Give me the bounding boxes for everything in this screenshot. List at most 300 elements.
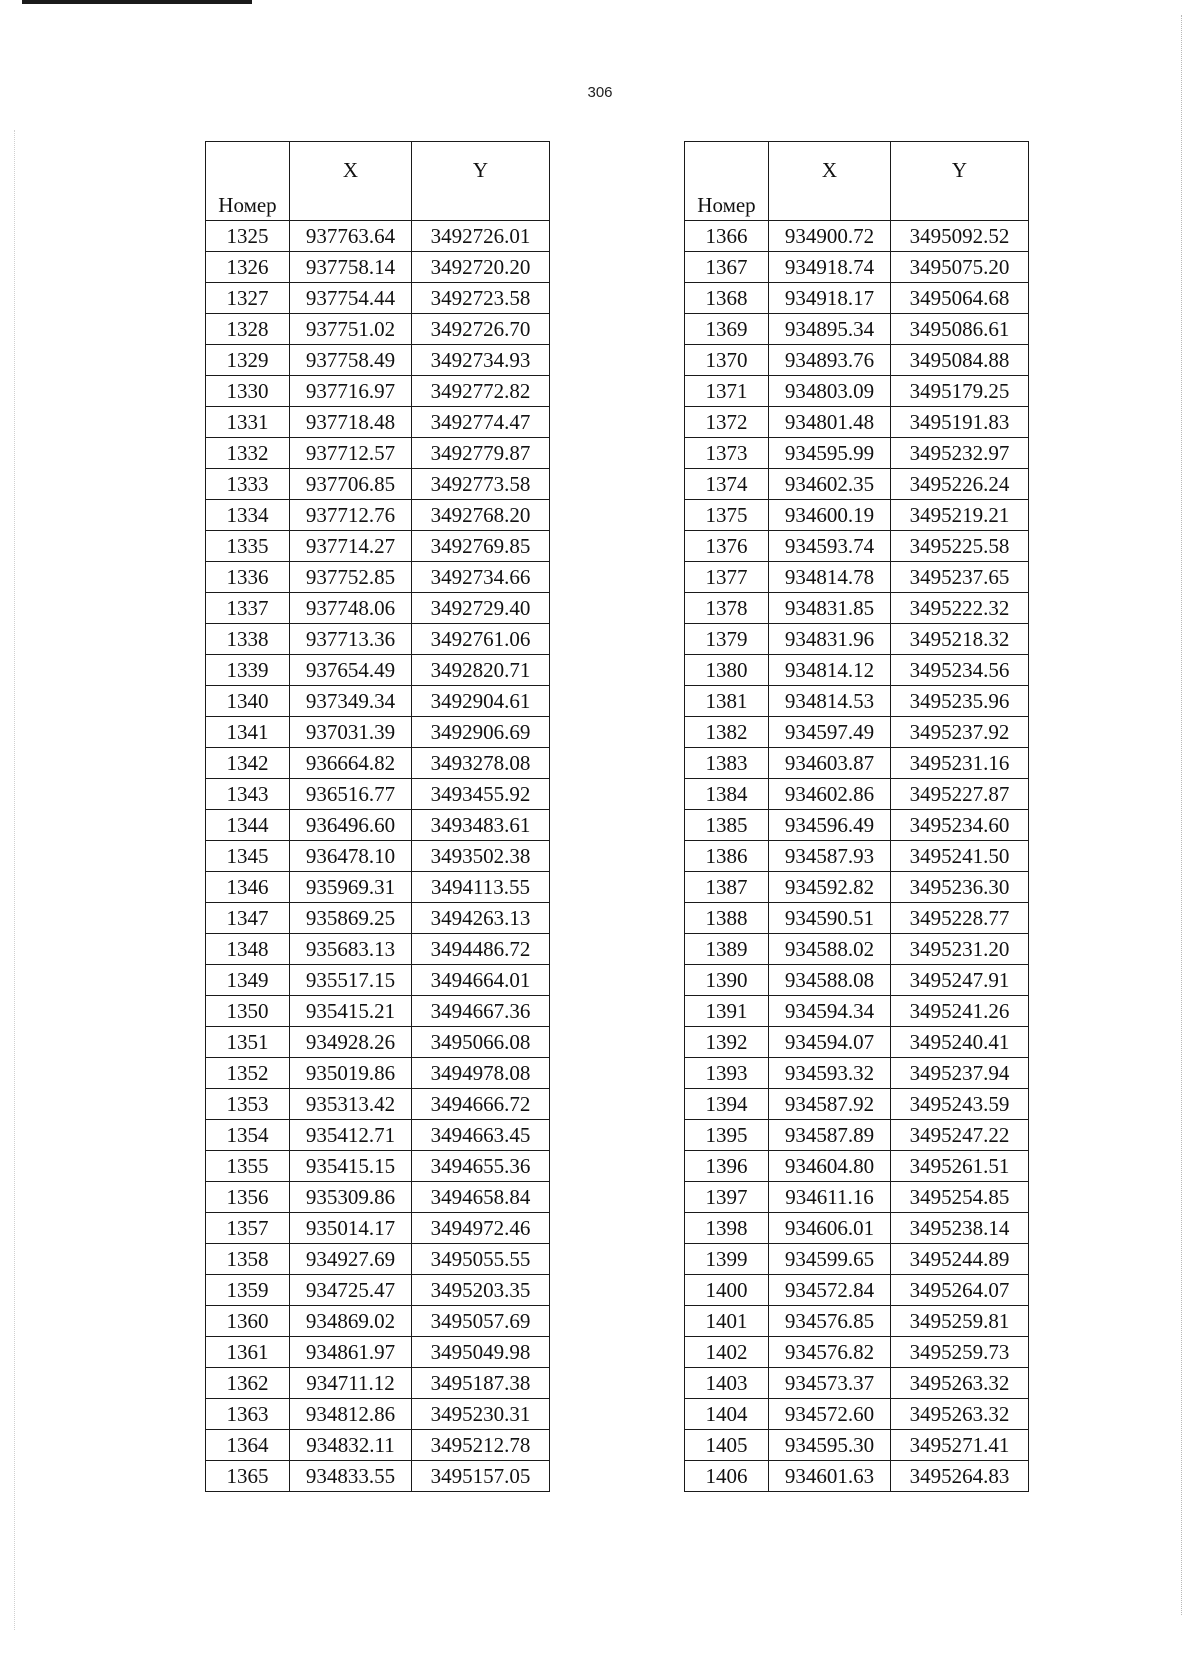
cell-y: 3495057.69 [412, 1306, 550, 1337]
table-row [206, 1430, 550, 1461]
table-row [206, 531, 550, 562]
cell-number: 1389 [685, 934, 769, 965]
cell-number: 1378 [685, 593, 769, 624]
cell-y: 3495231.20 [891, 934, 1029, 965]
cell-number: 1387 [685, 872, 769, 903]
table-row [206, 903, 550, 934]
cell-y: 3494655.36 [412, 1151, 550, 1182]
cell-number: 1368 [685, 283, 769, 314]
cell-y: 3494666.72 [412, 1089, 550, 1120]
table-row [206, 810, 550, 841]
table-header-row [206, 142, 550, 221]
cell-x: 934711.12 [290, 1368, 412, 1399]
cell-number: 1334 [206, 500, 290, 531]
cell-number: 1374 [685, 469, 769, 500]
cell-number: 1335 [206, 531, 290, 562]
table-row [685, 221, 1029, 252]
cell-number: 1390 [685, 965, 769, 996]
cell-x: 937748.06 [290, 593, 412, 624]
cell-y: 3495092.52 [891, 221, 1029, 252]
cell-x: 935412.71 [290, 1120, 412, 1151]
cell-number: 1394 [685, 1089, 769, 1120]
cell-x: 937714.27 [290, 531, 412, 562]
cell-x: 934600.19 [769, 500, 891, 531]
table-row [685, 314, 1029, 345]
table-row [206, 872, 550, 903]
cell-y: 3495234.60 [891, 810, 1029, 841]
cell-number: 1400 [685, 1275, 769, 1306]
cell-x: 934572.60 [769, 1399, 891, 1430]
table-row [685, 1306, 1029, 1337]
table-row [206, 252, 550, 283]
cell-x: 934597.49 [769, 717, 891, 748]
table-row [206, 314, 550, 345]
cell-x: 934587.93 [769, 841, 891, 872]
cell-y: 3495203.35 [412, 1275, 550, 1306]
cell-number: 1336 [206, 562, 290, 593]
table-row [685, 562, 1029, 593]
table-row [206, 1337, 550, 1368]
cell-number: 1401 [685, 1306, 769, 1337]
cell-x: 937712.57 [290, 438, 412, 469]
cell-x: 934595.30 [769, 1430, 891, 1461]
table-header-row [685, 142, 1029, 221]
table-row [685, 438, 1029, 469]
table-row [685, 252, 1029, 283]
cell-number: 1405 [685, 1430, 769, 1461]
cell-y: 3493502.38 [412, 841, 550, 872]
cell-number: 1338 [206, 624, 290, 655]
cell-y: 3495244.89 [891, 1244, 1029, 1275]
cell-y: 3494978.08 [412, 1058, 550, 1089]
top-rule [22, 0, 252, 4]
cell-y: 3495218.32 [891, 624, 1029, 655]
cell-x: 934900.72 [769, 221, 891, 252]
cell-x: 934611.16 [769, 1182, 891, 1213]
table-row [685, 903, 1029, 934]
cell-y: 3492734.66 [412, 562, 550, 593]
table-row [685, 996, 1029, 1027]
cell-y: 3495226.24 [891, 469, 1029, 500]
table-row [206, 1027, 550, 1058]
table-row [206, 717, 550, 748]
table-row [206, 841, 550, 872]
coordinates-table-left [205, 141, 550, 1492]
table-row [685, 655, 1029, 686]
cell-number: 1332 [206, 438, 290, 469]
table-row [206, 593, 550, 624]
cell-number: 1328 [206, 314, 290, 345]
table-row [206, 624, 550, 655]
cell-number: 1351 [206, 1027, 290, 1058]
cell-number: 1393 [685, 1058, 769, 1089]
cell-x: 936664.82 [290, 748, 412, 779]
cell-number: 1341 [206, 717, 290, 748]
cell-y: 3492768.20 [412, 500, 550, 531]
cell-number: 1337 [206, 593, 290, 624]
cell-number: 1346 [206, 872, 290, 903]
table-row [685, 748, 1029, 779]
table-row [685, 1182, 1029, 1213]
cell-y: 3495243.59 [891, 1089, 1029, 1120]
cell-x: 934594.34 [769, 996, 891, 1027]
cell-number: 1398 [685, 1213, 769, 1244]
cell-number: 1370 [685, 345, 769, 376]
table-row [685, 283, 1029, 314]
table-row [685, 1089, 1029, 1120]
cell-y: 3495247.91 [891, 965, 1029, 996]
cell-number: 1399 [685, 1244, 769, 1275]
cell-x: 934831.96 [769, 624, 891, 655]
cell-number: 1388 [685, 903, 769, 934]
table-row [685, 1461, 1029, 1492]
cell-x: 934604.80 [769, 1151, 891, 1182]
cell-y: 3492904.61 [412, 686, 550, 717]
table-row [206, 655, 550, 686]
cell-y: 3492906.69 [412, 717, 550, 748]
cell-number: 1403 [685, 1368, 769, 1399]
table-row [206, 748, 550, 779]
cell-y: 3495237.94 [891, 1058, 1029, 1089]
cell-x: 934603.87 [769, 748, 891, 779]
cell-y: 3495241.50 [891, 841, 1029, 872]
table-row [206, 500, 550, 531]
cell-y: 3495179.25 [891, 376, 1029, 407]
cell-y: 3493278.08 [412, 748, 550, 779]
cell-y: 3495230.31 [412, 1399, 550, 1430]
cell-number: 1381 [685, 686, 769, 717]
cell-y: 3495228.77 [891, 903, 1029, 934]
cell-y: 3492726.70 [412, 314, 550, 345]
cell-y: 3495086.61 [891, 314, 1029, 345]
cell-x: 937654.49 [290, 655, 412, 686]
table-row [685, 1213, 1029, 1244]
cell-y: 3495247.22 [891, 1120, 1029, 1151]
cell-y: 3495261.51 [891, 1151, 1029, 1182]
table-row [685, 779, 1029, 810]
cell-y: 3492774.47 [412, 407, 550, 438]
table-row [206, 1058, 550, 1089]
cell-number: 1361 [206, 1337, 290, 1368]
cell-number: 1406 [685, 1461, 769, 1492]
cell-y: 3494663.45 [412, 1120, 550, 1151]
table-row [685, 469, 1029, 500]
cell-number: 1391 [685, 996, 769, 1027]
cell-y: 3495055.55 [412, 1244, 550, 1275]
column-header-number: Номер [685, 142, 769, 221]
cell-x: 937713.36 [290, 624, 412, 655]
cell-x: 937758.49 [290, 345, 412, 376]
page-number: 306 [587, 84, 613, 101]
cell-x: 934812.86 [290, 1399, 412, 1430]
table-body-right [685, 221, 1029, 1492]
cell-x: 934576.82 [769, 1337, 891, 1368]
cell-x: 934588.02 [769, 934, 891, 965]
cell-number: 1357 [206, 1213, 290, 1244]
cell-x: 934606.01 [769, 1213, 891, 1244]
cell-x: 935019.86 [290, 1058, 412, 1089]
cell-y: 3495064.68 [891, 283, 1029, 314]
cell-x: 934801.48 [769, 407, 891, 438]
cell-y: 3494263.13 [412, 903, 550, 934]
cell-number: 1371 [685, 376, 769, 407]
table-row [206, 965, 550, 996]
table-row [685, 1151, 1029, 1182]
table-row [685, 376, 1029, 407]
cell-y: 3492720.20 [412, 252, 550, 283]
cell-y: 3493483.61 [412, 810, 550, 841]
cell-x: 934587.89 [769, 1120, 891, 1151]
cell-y: 3495231.16 [891, 748, 1029, 779]
cell-x: 934601.63 [769, 1461, 891, 1492]
table-row [685, 810, 1029, 841]
cell-y: 3495232.97 [891, 438, 1029, 469]
cell-x: 937758.14 [290, 252, 412, 283]
cell-number: 1344 [206, 810, 290, 841]
cell-x: 935309.86 [290, 1182, 412, 1213]
cell-y: 3495157.05 [412, 1461, 550, 1492]
cell-x: 937716.97 [290, 376, 412, 407]
cell-x: 935869.25 [290, 903, 412, 934]
cell-x: 934861.97 [290, 1337, 412, 1368]
table-row [206, 1120, 550, 1151]
cell-x: 935313.42 [290, 1089, 412, 1120]
table-row [685, 1275, 1029, 1306]
table-row [206, 1306, 550, 1337]
cell-x: 935415.21 [290, 996, 412, 1027]
table-row [206, 779, 550, 810]
cell-x: 934833.55 [290, 1461, 412, 1492]
cell-y: 3492769.85 [412, 531, 550, 562]
cell-number: 1382 [685, 717, 769, 748]
table-row [685, 1058, 1029, 1089]
table-row [206, 1244, 550, 1275]
cell-x: 934602.86 [769, 779, 891, 810]
cell-y: 3495234.56 [891, 655, 1029, 686]
cell-number: 1347 [206, 903, 290, 934]
cell-number: 1392 [685, 1027, 769, 1058]
table-row [685, 407, 1029, 438]
cell-y: 3494664.01 [412, 965, 550, 996]
scan-edge-right [1181, 15, 1184, 1615]
table-row [206, 1461, 550, 1492]
table-row [206, 407, 550, 438]
cell-x: 934593.74 [769, 531, 891, 562]
cell-y: 3492779.87 [412, 438, 550, 469]
table-row [685, 1244, 1029, 1275]
cell-x: 934590.51 [769, 903, 891, 934]
cell-x: 935517.15 [290, 965, 412, 996]
cell-y: 3492761.06 [412, 624, 550, 655]
cell-number: 1372 [685, 407, 769, 438]
cell-number: 1358 [206, 1244, 290, 1275]
cell-x: 934918.74 [769, 252, 891, 283]
table-row [206, 686, 550, 717]
cell-y: 3495254.85 [891, 1182, 1029, 1213]
table-row [206, 1275, 550, 1306]
table-row [685, 841, 1029, 872]
cell-y: 3495240.41 [891, 1027, 1029, 1058]
cell-number: 1348 [206, 934, 290, 965]
cell-y: 3495219.21 [891, 500, 1029, 531]
table-row [206, 934, 550, 965]
table-row [685, 965, 1029, 996]
cell-number: 1364 [206, 1430, 290, 1461]
cell-x: 937754.44 [290, 283, 412, 314]
cell-y: 3492729.40 [412, 593, 550, 624]
cell-number: 1386 [685, 841, 769, 872]
cell-x: 934587.92 [769, 1089, 891, 1120]
table-row [206, 283, 550, 314]
cell-x: 937718.48 [290, 407, 412, 438]
cell-x: 935683.13 [290, 934, 412, 965]
column-header-y: Y [891, 142, 1029, 221]
table-row [206, 1089, 550, 1120]
cell-y: 3495075.20 [891, 252, 1029, 283]
cell-y: 3495212.78 [412, 1430, 550, 1461]
cell-y: 3492723.58 [412, 283, 550, 314]
cell-y: 3495225.58 [891, 531, 1029, 562]
cell-y: 3494113.55 [412, 872, 550, 903]
cell-number: 1340 [206, 686, 290, 717]
cell-x: 937031.39 [290, 717, 412, 748]
cell-number: 1331 [206, 407, 290, 438]
cell-y: 3494486.72 [412, 934, 550, 965]
cell-number: 1345 [206, 841, 290, 872]
cell-y: 3492773.58 [412, 469, 550, 500]
cell-number: 1384 [685, 779, 769, 810]
cell-y: 3495237.92 [891, 717, 1029, 748]
cell-number: 1326 [206, 252, 290, 283]
cell-y: 3495191.83 [891, 407, 1029, 438]
table-row [206, 376, 550, 407]
cell-x: 934595.99 [769, 438, 891, 469]
cell-number: 1359 [206, 1275, 290, 1306]
cell-x: 935014.17 [290, 1213, 412, 1244]
cell-x: 934928.26 [290, 1027, 412, 1058]
table-row [685, 686, 1029, 717]
cell-x: 934831.85 [769, 593, 891, 624]
cell-x: 937763.64 [290, 221, 412, 252]
table-body-left [206, 221, 550, 1492]
cell-x: 935415.15 [290, 1151, 412, 1182]
cell-y: 3492772.82 [412, 376, 550, 407]
cell-x: 934596.49 [769, 810, 891, 841]
table-row [206, 1213, 550, 1244]
table-row [685, 1337, 1029, 1368]
cell-x: 934592.82 [769, 872, 891, 903]
cell-y: 3495084.88 [891, 345, 1029, 376]
cell-x: 937751.02 [290, 314, 412, 345]
scan-edge-left [14, 130, 16, 1630]
cell-x: 934814.12 [769, 655, 891, 686]
cell-y: 3495236.30 [891, 872, 1029, 903]
cell-number: 1363 [206, 1399, 290, 1430]
table-row [206, 996, 550, 1027]
cell-number: 1375 [685, 500, 769, 531]
cell-y: 3495264.07 [891, 1275, 1029, 1306]
cell-y: 3495259.81 [891, 1306, 1029, 1337]
cell-y: 3495271.41 [891, 1430, 1029, 1461]
cell-x: 934599.65 [769, 1244, 891, 1275]
table-row [206, 438, 550, 469]
column-header-number: Номер [206, 142, 290, 221]
table-row [685, 345, 1029, 376]
cell-number: 1373 [685, 438, 769, 469]
table-row [685, 593, 1029, 624]
cell-number: 1353 [206, 1089, 290, 1120]
cell-x: 934893.76 [769, 345, 891, 376]
cell-y: 3492726.01 [412, 221, 550, 252]
cell-number: 1366 [685, 221, 769, 252]
table-row [685, 1120, 1029, 1151]
cell-number: 1365 [206, 1461, 290, 1492]
cell-number: 1402 [685, 1337, 769, 1368]
cell-x: 934588.08 [769, 965, 891, 996]
cell-number: 1343 [206, 779, 290, 810]
table-row [685, 717, 1029, 748]
table-row [685, 1368, 1029, 1399]
cell-y: 3494667.36 [412, 996, 550, 1027]
cell-y: 3492734.93 [412, 345, 550, 376]
cell-x: 934803.09 [769, 376, 891, 407]
table-row [206, 562, 550, 593]
table-row [685, 1399, 1029, 1430]
table-row [206, 1151, 550, 1182]
cell-number: 1379 [685, 624, 769, 655]
cell-x: 937712.76 [290, 500, 412, 531]
table-row [206, 469, 550, 500]
cell-number: 1350 [206, 996, 290, 1027]
table-row [685, 1430, 1029, 1461]
cell-number: 1397 [685, 1182, 769, 1213]
cell-number: 1329 [206, 345, 290, 376]
cell-y: 3495263.32 [891, 1399, 1029, 1430]
cell-number: 1395 [685, 1120, 769, 1151]
cell-y: 3495187.38 [412, 1368, 550, 1399]
cell-number: 1352 [206, 1058, 290, 1089]
column-header-y: Y [412, 142, 550, 221]
cell-x: 934594.07 [769, 1027, 891, 1058]
cell-number: 1354 [206, 1120, 290, 1151]
cell-number: 1383 [685, 748, 769, 779]
column-header-x: X [769, 142, 891, 221]
column-header-x: X [290, 142, 412, 221]
cell-x: 937349.34 [290, 686, 412, 717]
cell-x: 934814.53 [769, 686, 891, 717]
cell-x: 934832.11 [290, 1430, 412, 1461]
table-row [685, 531, 1029, 562]
cell-x: 937752.85 [290, 562, 412, 593]
cell-x: 936516.77 [290, 779, 412, 810]
cell-number: 1327 [206, 283, 290, 314]
cell-x: 934918.17 [769, 283, 891, 314]
table-row [206, 1399, 550, 1430]
cell-x: 934576.85 [769, 1306, 891, 1337]
cell-x: 934927.69 [290, 1244, 412, 1275]
cell-x: 935969.31 [290, 872, 412, 903]
cell-number: 1360 [206, 1306, 290, 1337]
cell-x: 937706.85 [290, 469, 412, 500]
table-row [685, 1027, 1029, 1058]
cell-y: 3493455.92 [412, 779, 550, 810]
cell-number: 1342 [206, 748, 290, 779]
table-row [206, 221, 550, 252]
table-row [685, 934, 1029, 965]
table-row [685, 500, 1029, 531]
cell-number: 1385 [685, 810, 769, 841]
cell-number: 1356 [206, 1182, 290, 1213]
